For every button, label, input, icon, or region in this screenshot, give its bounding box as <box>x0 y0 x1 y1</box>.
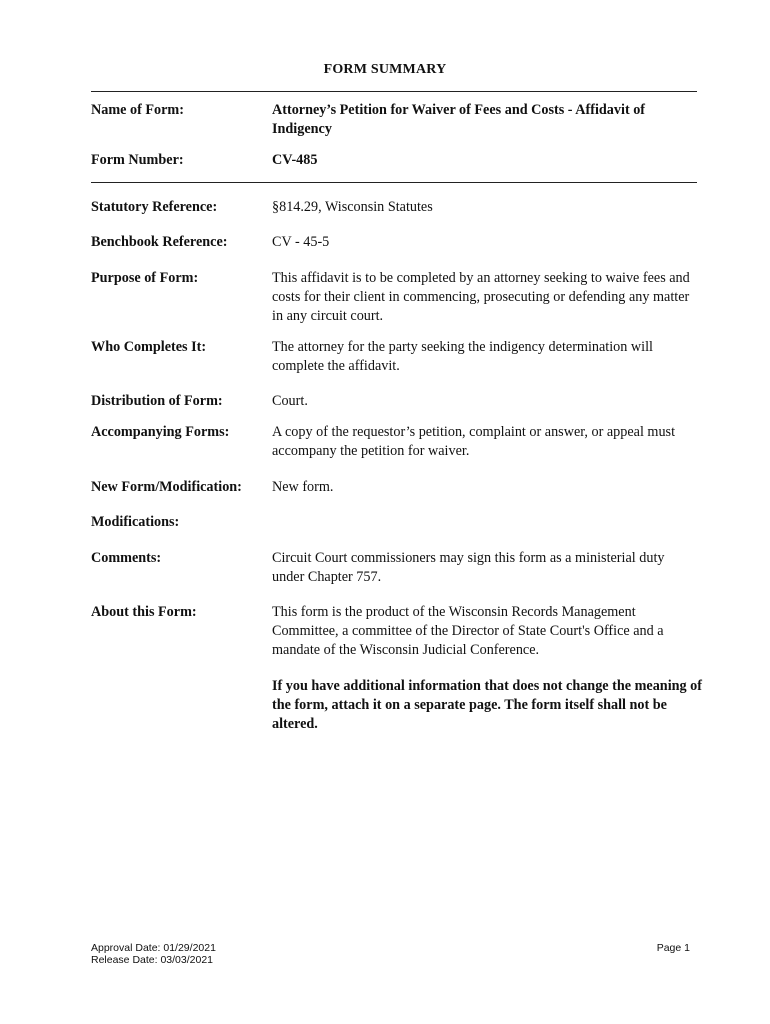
statutory-reference-label: Statutory Reference: <box>91 199 218 215</box>
row-accompanying-forms <box>91 423 697 463</box>
benchbook-reference-label: Benchbook Reference: <box>91 234 228 250</box>
about-label: About this Form: <box>91 604 197 620</box>
comments-label: Comments: <box>91 550 162 566</box>
row-who-completes <box>91 338 697 378</box>
about-value: This form is the product of the Wisconsin Records Management Committee, a committee of the Director of State Court's Office and a mandate of the Wisconsin Judicial Conference. <box>272 604 664 658</box>
row-statutory-reference <box>91 198 697 218</box>
accompanying-forms-label: Accompanying Forms: <box>91 424 230 440</box>
row-about-this-form <box>91 603 697 661</box>
purpose-label: Purpose of Form: <box>91 270 199 286</box>
comments-value: Circuit Court commissioners may sign this form as a ministerial duty under Chapter 757. <box>272 550 665 585</box>
top-divider <box>91 91 697 92</box>
approval-date: Approval Date: 01/29/2021 <box>91 942 216 954</box>
form-number-label: Form Number: <box>91 152 184 168</box>
mid-divider <box>91 182 697 183</box>
name-of-form-label: Name of Form: <box>91 102 184 118</box>
who-completes-label: Who Completes It: <box>91 339 207 355</box>
row-form-number <box>91 151 697 171</box>
release-date: Release Date: 03/03/2021 <box>91 954 214 966</box>
notice-text: If you have additional information that does not change the meaning of the form, attach it on a separate page. The form itself shall not be altered. <box>272 678 702 732</box>
row-name-of-form <box>91 101 697 141</box>
row-comments <box>91 549 697 589</box>
row-modifications <box>91 513 697 533</box>
row-purpose <box>91 269 697 327</box>
new-form-value: New form. <box>272 479 334 495</box>
row-new-form <box>91 478 697 498</box>
distribution-value: Court. <box>272 393 308 409</box>
accompanying-forms-value: A copy of the requestor’s petition, complaint or answer, or appeal must accompany the petition for waiver. <box>272 424 676 459</box>
name-of-form-value: Attorney’s Petition for Waiver of Fees and Costs - Affidavit of Indigency <box>272 102 646 137</box>
page-number: Page 1 <box>656 942 690 954</box>
modifications-label: Modifications: <box>91 514 180 530</box>
distribution-label: Distribution of Form: <box>91 393 223 409</box>
row-distribution <box>91 392 697 412</box>
who-completes-value: The attorney for the party seeking the indigency determination will complete the affidavit. <box>272 339 653 374</box>
footer-dates <box>91 942 216 966</box>
purpose-value: This affidavit is to be completed by an attorney seeking to waive fees and costs for their client in commencing, prosecuting or defending any matter in any circuit court. <box>272 270 690 324</box>
row-benchbook-reference <box>91 233 697 253</box>
new-form-label: New Form/Modification: <box>91 479 242 495</box>
form-number-value: CV-485 <box>272 152 318 168</box>
statutory-reference-value: §814.29, Wisconsin Statutes <box>272 199 433 215</box>
benchbook-reference-value: CV - 45-5 <box>272 234 330 250</box>
page-title: FORM SUMMARY <box>323 62 447 77</box>
